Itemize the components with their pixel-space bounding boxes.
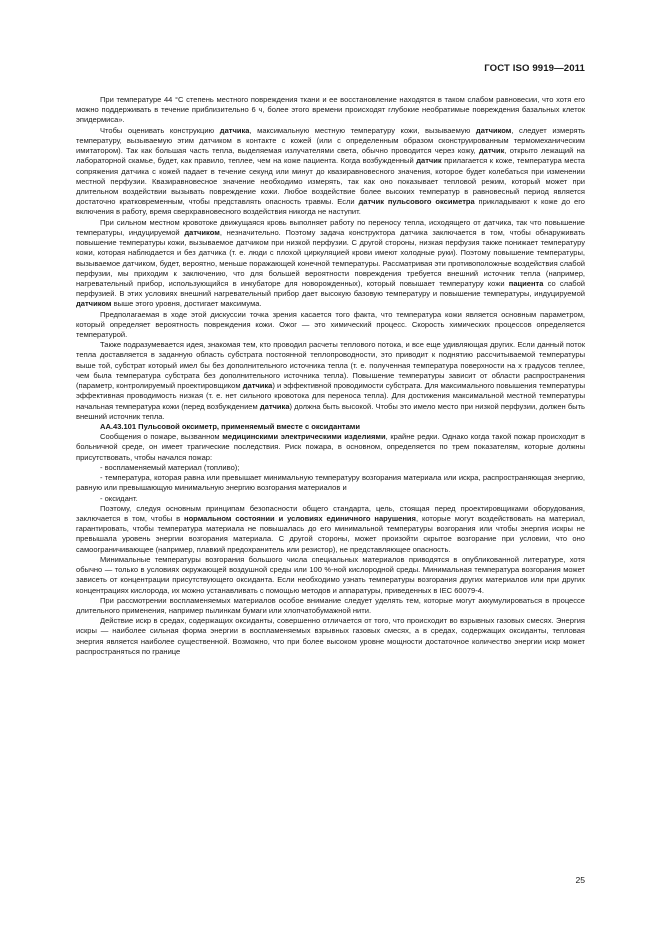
document-body [76,95,585,657]
text-run: Сообщения о пожаре, вызванном [100,432,223,442]
text-run: , открыто лежащий на лабораторной скамье, будет, как правило, теплее, чем на коже пациента. Когда возбужденный [76,146,585,166]
bold-term: датчиком [76,299,112,309]
paragraph [76,616,585,657]
text-run: Действие искр в средах, содержащих оксиданты, совершенно отличается от того, что происходит во взрывных газовых смесях. Энергия искры — наиболее сильная форма энергии в воспламеняемых взрывных газовых смесях, а в средах, содержащих оксиданты, тепловая энергия является наиболее существенной. Возможно, что при более высоком уровне мощности достаточное количество энергии искр может распространяться по границе [76,616,585,656]
page-number: 25 [575,875,585,885]
bold-term: датчик пульсового оксиметра [358,197,475,207]
text-run: , следует измерять температуру, вызываемую этим датчиком в контакте с кожей (или с определенным образом сконструированным термомеханическим имитатором). Так как большая часть тепла, выделяемая излучателями света, обычно проводится через кожу, [76,125,585,156]
section-heading [76,422,585,432]
paragraph [76,310,585,341]
bold-term: медицинскими электрическими изделиями [222,432,386,442]
paragraph [76,473,585,493]
text-run: , максимальную местную температуру кожи, вызываемую [249,125,476,135]
text-run: прикладывают к коже до его включения в работу, время сверхравновесного воздействия никогда не наступит. [76,197,585,217]
paragraph [76,463,585,473]
text-run: Минимальные температуры возгорания большого числа специальных материалов приводятся в опубликованной литературе, хотя обычно — только в условиях окружающей воздушной среды или 100 %-ной кислородной среды. Минимальная температура возгорания может зависеть от концентрации присутствующего оксиданта. Если необходимо узнать температуры возгорания других материалов или при других концентрациях кислорода, их можно устанавливать с помощью методов и аппаратуры, приведенных в IEC 60079-4. [76,554,585,595]
bold-term: датчика [219,125,250,135]
text-run: - воспламеняемый материал (топливо); [100,462,240,472]
text-run: ) должна быть высокой. Чтобы это имело место при низкой перфузии, должен быть внешний источник тепла. [76,401,585,421]
text-run: - оксидант. [100,493,138,503]
bold-term: пациента [508,278,544,288]
paragraph [76,218,585,310]
bold-term: датчика [259,401,290,411]
paragraph [76,555,585,596]
text-run: Предполагаемая в ходе этой дискуссии точка зрения касается того факта, что температура кожи является основным параметром, который определяет вероятность повреждения кожи. Ожог — это химический процесс. Скорость химических процессов определяется температурой. [76,309,585,340]
text-run: , крайне редки. Однако когда такой пожар происходит в больничной среде, он имеет трагические последствия. Риск пожара, в основном, определяется по трем показателям, которые должны присутствовать, чтобы начался пожар: [76,432,585,462]
text-run: , которые могут воздействовать на материал, гарантировать, чтобы температура материала не повышалась до его минимальной температуры возгорания или чтобы энергия искры не превышала уровень энергии возгорания материала. С другой стороны, может произойти скрытое возгорание при условии, что оно самоограничивающее (например, плавкий предохранитель или резистор), не представляющее опасность. [76,513,585,554]
paragraph [76,126,585,218]
bold-term: датчик [416,156,442,166]
text-run: Чтобы оценивать конструкцию [100,125,220,135]
bold-term: нормальном состоянии и условиях единичного нарушения [184,513,416,523]
text-run: АА.43.101 Пульсовой оксиметр, применяемый вместе с оксидантами [100,422,361,431]
text-run: со слабой перфузией. В этих условиях внешний нагревательный прибор дает высокую базовую температуру и повышение температуры, индуцируемой [76,278,586,299]
text-run: При рассмотрении воспламеняемых материалов особое внимание следует уделять тем, которые могут аккумулироваться в процессе длительного применения, например пылинкам бумаги или хлопчатобумажной нити. [76,595,585,615]
text-run: При температуре 44 °С степень местного повреждения ткани и ее восстановление находятся в таком слабом равновесии, что хотя его можно поддерживать в течение приблизительно 6 ч, более этого времени происходят глубокие необратимые повреждения базальных клеток эпидермиса». [76,95,585,125]
document-code-header: ГОСТ ISO 9919—2011 [484,63,585,74]
text-run: ) и эффективной проводимости субстрата. Для максимального повышения температуры эффективная проводимость низкая (т. е. нет сильного кровотока для переноса тепла). Для достижения максимальной местной температуры начальная температура кожи (перед возбуждением [76,381,585,411]
text-run: Поэтому, следуя основным принципам безопасности общего стандарта, цель, стоящая перед проектировщиками оборудования, заключается в том, чтобы в [76,503,585,523]
paragraph [76,340,585,422]
bold-term: датчиком [475,125,512,135]
text-run: выше этого уровня, достигает максимума. [111,299,262,309]
bold-term: датчик [478,146,505,156]
bold-term: датчиком [184,227,220,237]
paragraph [76,432,585,463]
paragraph [76,95,585,126]
text-run: Также подразумевается идея, знакомая тем, кто проводил расчеты теплового потока, и все еще удивляющая других. Если данный поток тепла доставляется в заданную область субстрата постоянной теплопроводности, это приводит к поднятию рассчитываемой температуры выше той, субстрат который имел бы без дополнительного источника тепла (т. е. полученная температура поверхности на х градусов теплее, чем была температура субстрата без дополнительного источника тепла). Повышение температуры зависит от области распространения (параметр, контролируемый проектировщиком [76,340,585,391]
text-run: - температура, которая равна или превышает минимальную температуру возгорания материала или искра, распространяющая энергию, равную или превышающую минимальную энергию возгорания материалов и [76,473,585,493]
paragraph [76,596,585,616]
bold-term: датчика [242,381,273,391]
text-run: При сильном местном кровотоке движущаяся кровь выполняет работу по переносу тепла, исходящего от датчика, так что повышение температуры, индуцируемой [76,217,585,237]
text-run: , незначительно. Поэтому задача конструктора датчика заключается в том, чтобы обнаруживать повышение температуры кожи, вызываемое датчиком при низкой перфузии. С другой стороны, низкая перфузия также понижает температуру кожи, которая наблюдается и без датчика (т. е. люди с плохой циркуляцией крови имеют холодные руки). Поэтому повышение температуры, вызываемое датчиком, будет, вероятно, меньше поражающей конечной температуры. Рассматривая эти противоположные воздействия слабой перфузии, мы приходим к заключению, что для большей вероятности повреждения требуется внешний источник тепла (например, нагревательный прибор, использующийся в инкубаторе для новорожденных), который повышает температуру кожи [76,227,585,288]
paragraph [76,494,585,504]
paragraph [76,504,585,555]
text-run: прилагается к коже, температура места сопряжения датчика с кожей падает в течение секунд или минут до квазиравновесного значения, которое будет колебаться при изменении местной перфузии. Квазиравновесное значение необходимо измерять, так как оно показывает тепловой режим, который может при длительном воздействии вызывать повреждение кожи. Любое воздействие более высоких температур в равновесный период является достаточно кратковременным, чтобы представлять опасность травмы. Если [76,156,585,207]
